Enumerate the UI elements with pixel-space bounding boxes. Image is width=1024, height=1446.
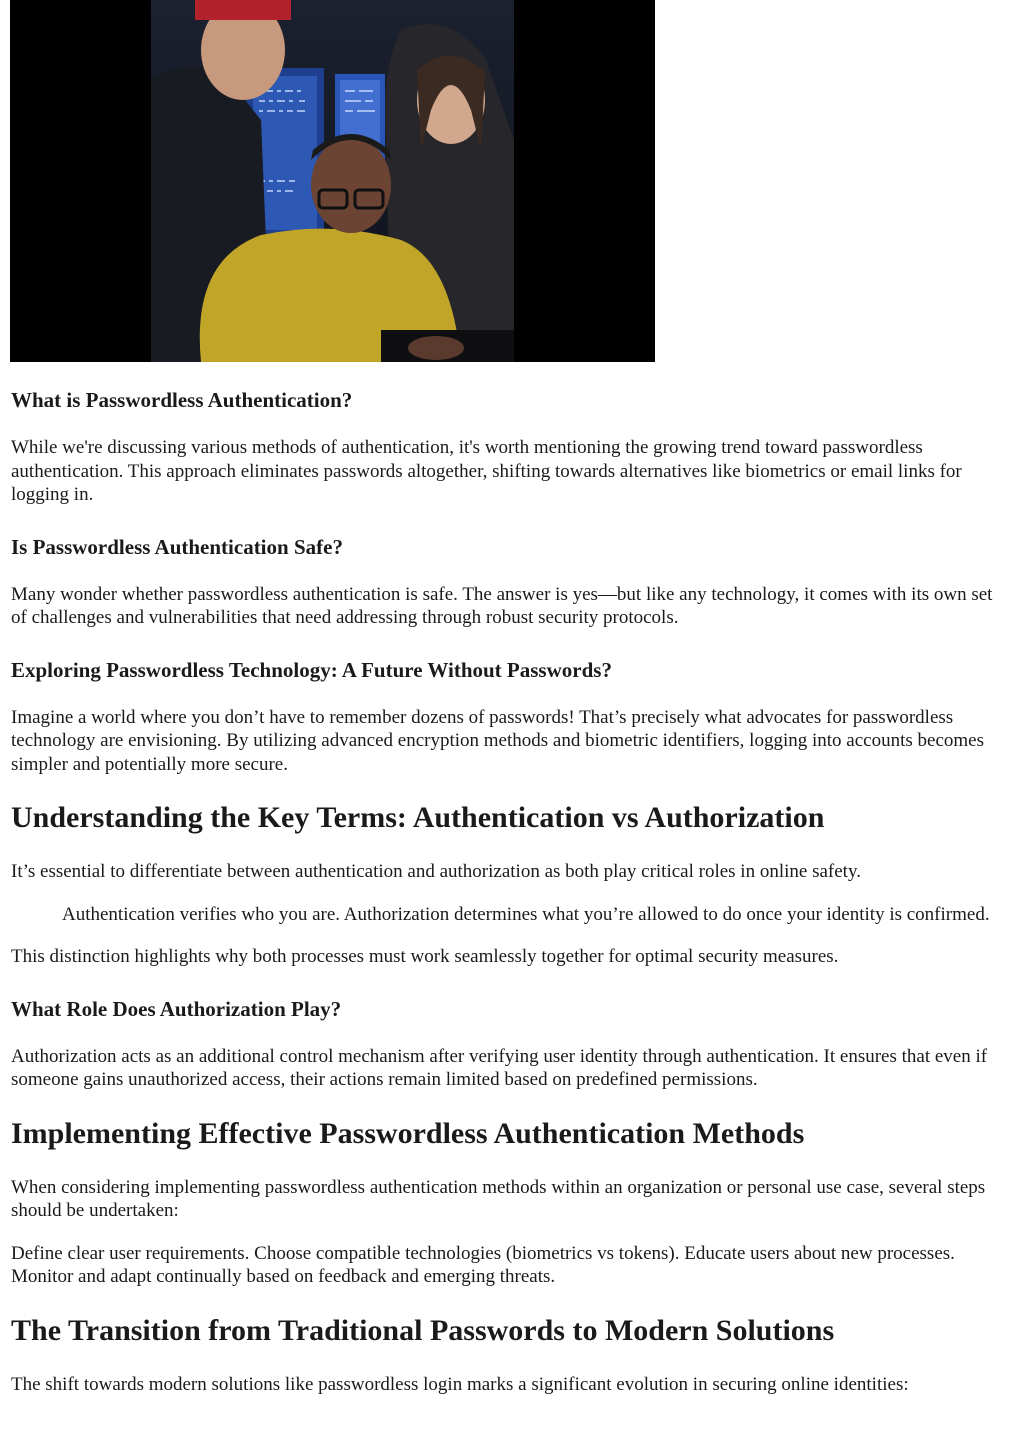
paragraph-is-passwordless-safe: Many wonder whether passwordless authentication is safe. The answer is yes—but like any technology, it comes with its own set of challenges and vulnerabilities that need addressing through robust security protocols. — [11, 583, 993, 628]
heading-key-terms: Understanding the Key Terms: Authentication vs Authorization — [11, 801, 825, 834]
heading-exploring-passwordless: Exploring Passwordless Technology: A Future Without Passwords? — [11, 657, 612, 682]
paragraph-implementation-steps: Define clear user requirements. Choose compatible technologies (biometrics vs tokens). Educate users about new processes. Monitor and adapt continually based on feedback and emerging threats. — [11, 1242, 955, 1287]
article-body — [11, 386, 1013, 1396]
person-left-beanie-top — [195, 0, 291, 20]
blockquote-definition: Authentication verifies who you are. Authorization determines what you’re allowed to do once your identity is confirmed. — [62, 903, 990, 925]
heading-what-is-passwordless: What is Passwordless Authentication? — [11, 388, 353, 412]
paragraph-exploring-passwordless: Imagine a world where you don’t have to remember dozens of passwords! That’s precisely what advocates for passwordless technology are envisioning. By utilizing advanced encryption methods and biometric identifiers, logging into accounts becomes simpler and potentially more secure. — [11, 706, 984, 775]
hero-image — [10, 0, 655, 362]
paragraph-transition: The shift towards modern solutions like passwordless login marks a significant evolution in securing online identities: — [11, 1373, 909, 1395]
person-center-hand — [408, 336, 464, 360]
person-center-face — [311, 137, 391, 233]
paragraph-authorization-role: Authorization acts as an additional control mechanism after verifying user identity through authentication. It ensures that even if someone gains unauthorized access, their actions remain limited based on predefined permissions. — [11, 1045, 988, 1090]
heading-is-passwordless-safe: Is Passwordless Authentication Safe? — [11, 534, 343, 559]
heading-transition: The Transition from Traditional Passwords to Modern Solutions — [11, 1313, 835, 1347]
hero-photo-scene — [151, 0, 514, 362]
heading-implementing-methods: Implementing Effective Passwordless Authentication Methods — [11, 1116, 805, 1150]
paragraph-what-is-passwordless: While we're discussing various methods of authentication, it's worth mentioning the growing trend toward passwordless authentication. This approach eliminates passwords altogether, shifting towards alternatives like biometrics or email links for logging in. — [11, 437, 962, 505]
paragraph-distinction: This distinction highlights why both processes must work seamlessly together for optimal security measures. — [11, 946, 839, 967]
paragraph-key-terms: It’s essential to differentiate between authentication and authorization as both play critical roles in online safety. — [11, 861, 861, 882]
paragraph-implementing-methods: When considering implementing passwordless authentication methods within an organization or personal use case, several steps should be undertaken: — [11, 1176, 986, 1221]
heading-authorization-role: What Role Does Authorization Play? — [11, 996, 342, 1021]
photo-illustration — [151, 0, 514, 362]
